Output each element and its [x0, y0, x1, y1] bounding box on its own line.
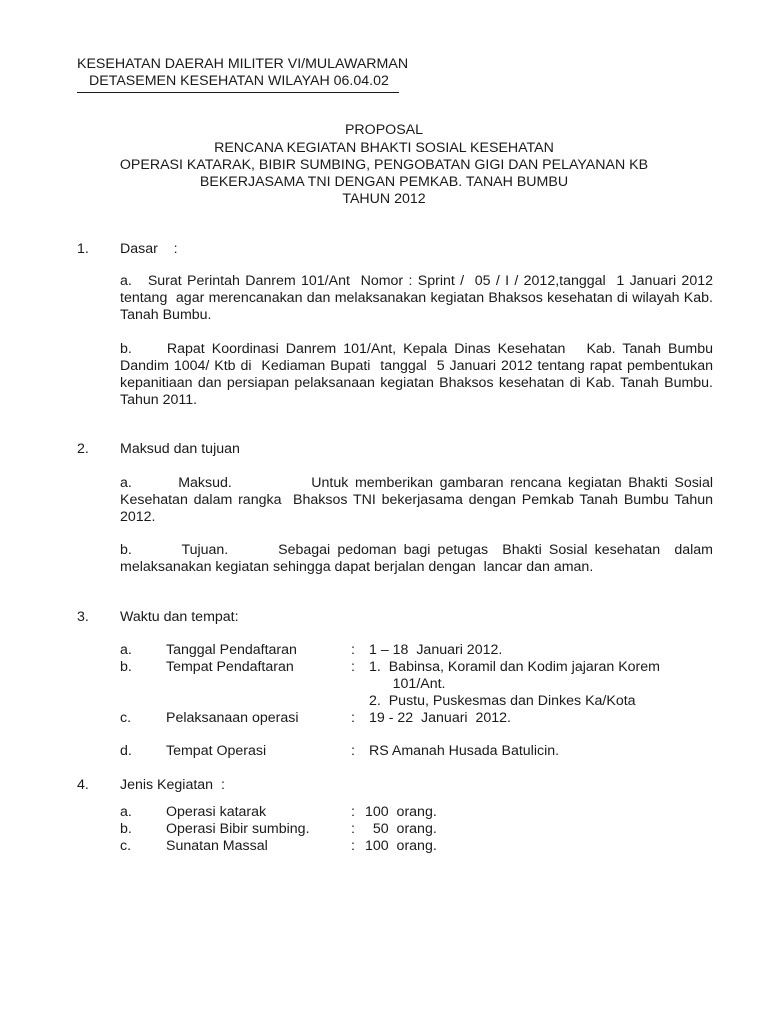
activity-row-colon: :	[351, 838, 355, 854]
activity-row-letter: c.	[120, 838, 132, 854]
activity-row-letter: a.	[120, 804, 132, 820]
schedule-row-label: Tanggal Pendaftaran	[166, 642, 297, 658]
schedule-row-value: 2. Pustu, Puskesmas dan Dinkes Ka/Kota	[369, 693, 636, 709]
schedule-row-colon: :	[351, 642, 355, 658]
schedule-row-value: 1 – 18 Januari 2012.	[369, 642, 503, 658]
schedule-row-letter: c.	[120, 710, 132, 726]
activity-row-value: 100 orang.	[365, 804, 437, 820]
org-name-line1: KESEHATAN DAERAH MILITER VI/MULAWARMAN	[77, 56, 409, 72]
section-3-number: 3.	[77, 609, 89, 625]
schedule-row-label: Tempat Pendaftaran	[166, 659, 294, 675]
section-1-item-b: b. Rapat Koordinasi Danrem 101/Ant, Kepala Dinas Kesehatan Kab. Tanah Bumbu Dandim 1004/ Ktb di Kediaman Bupati tanggal 5 Januari 2012 tentang rapat pembentukan kepanitiaan dan persiapan pelaksanaan kegiatan Bhaksos kesehatan di Kab. Tanah Bumbu. Tahun 2011.	[120, 341, 721, 408]
activity-row-label: Operasi Bibir sumbing.	[166, 821, 310, 837]
title-proposal: PROPOSAL	[344, 122, 424, 138]
activity-row-label: Sunatan Massal	[166, 838, 268, 854]
activity-row-value: 50 orang.	[365, 821, 437, 837]
title-cooperation: BEKERJASAMA TNI DENGAN PEMKAB. TANAH BUMBU	[199, 174, 569, 190]
activity-row-value: 100 orang.	[365, 838, 437, 854]
schedule-row-value: 1. Babinsa, Koramil dan Kodim jajaran Korem	[369, 659, 660, 675]
schedule-row-letter: a.	[120, 642, 132, 658]
section-2-heading: Maksud dan tujuan	[120, 441, 240, 457]
section-1-heading: Dasar :	[120, 241, 178, 257]
schedule-row-colon: :	[351, 710, 355, 726]
header-underline	[77, 92, 399, 93]
section-4-heading: Jenis Kegiatan :	[120, 777, 225, 793]
activity-row-colon: :	[351, 821, 355, 837]
activity-row-colon: :	[351, 804, 355, 820]
org-name-line2: DETASEMEN KESEHATAN WILAYAH 06.04.02	[89, 73, 389, 89]
title-year: TAHUN 2012	[342, 191, 426, 207]
activity-row-label: Operasi katarak	[166, 804, 267, 820]
schedule-row-colon: :	[351, 659, 355, 675]
schedule-row-letter: b.	[120, 659, 132, 675]
schedule-row-label: Tempat Operasi	[166, 743, 267, 759]
schedule-row-letter: d.	[120, 743, 132, 759]
schedule-row-label: Pelaksanaan operasi	[166, 710, 299, 726]
schedule-row-value: RS Amanah Husada Batulicin.	[369, 743, 560, 759]
section-3-heading: Waktu dan tempat:	[120, 609, 239, 625]
title-plan: RENCANA KEGIATAN BHAKTI SOSIAL KESEHATAN	[214, 140, 554, 156]
schedule-row-colon: :	[351, 743, 355, 759]
section-2-item-b: b. Tujuan. Sebagai pedoman bagi petugas Bhakti Sosial kesehatan dalam melaksanakan kegiatan sehingga dapat berjalan dengan lancar dan aman.	[120, 542, 717, 575]
schedule-row-value: 19 - 22 Januari 2012.	[369, 710, 511, 726]
section-2-item-a: a. Maksud. Untuk memberikan gambaran rencana kegiatan Bhakti Sosial Kesehatan dalam rangka Bhaksos TNI bekerjasama dengan Pemkab Tanah Bumbu Tahun 2012.	[120, 475, 717, 525]
activity-row-letter: b.	[120, 821, 132, 837]
schedule-row-value: 101/Ant.	[369, 676, 446, 692]
title-operations: OPERASI KATARAK, BIBIR SUMBING, PENGOBATAN GIGI DAN PELAYANAN KB	[119, 157, 649, 173]
section-2-number: 2.	[77, 441, 89, 457]
section-1-number: 1.	[77, 241, 89, 257]
section-4-number: 4.	[77, 777, 89, 793]
section-1-item-a: a. Surat Perintah Danrem 101/Ant Nomor : Sprint / 05 / I / 2012,tanggal 1 Januari 2012 tentang agar merencanakan dan melaksanakan kegiatan Bhaksos kesehatan di wilayah Kab. Tanah Bumbu.	[120, 273, 721, 323]
